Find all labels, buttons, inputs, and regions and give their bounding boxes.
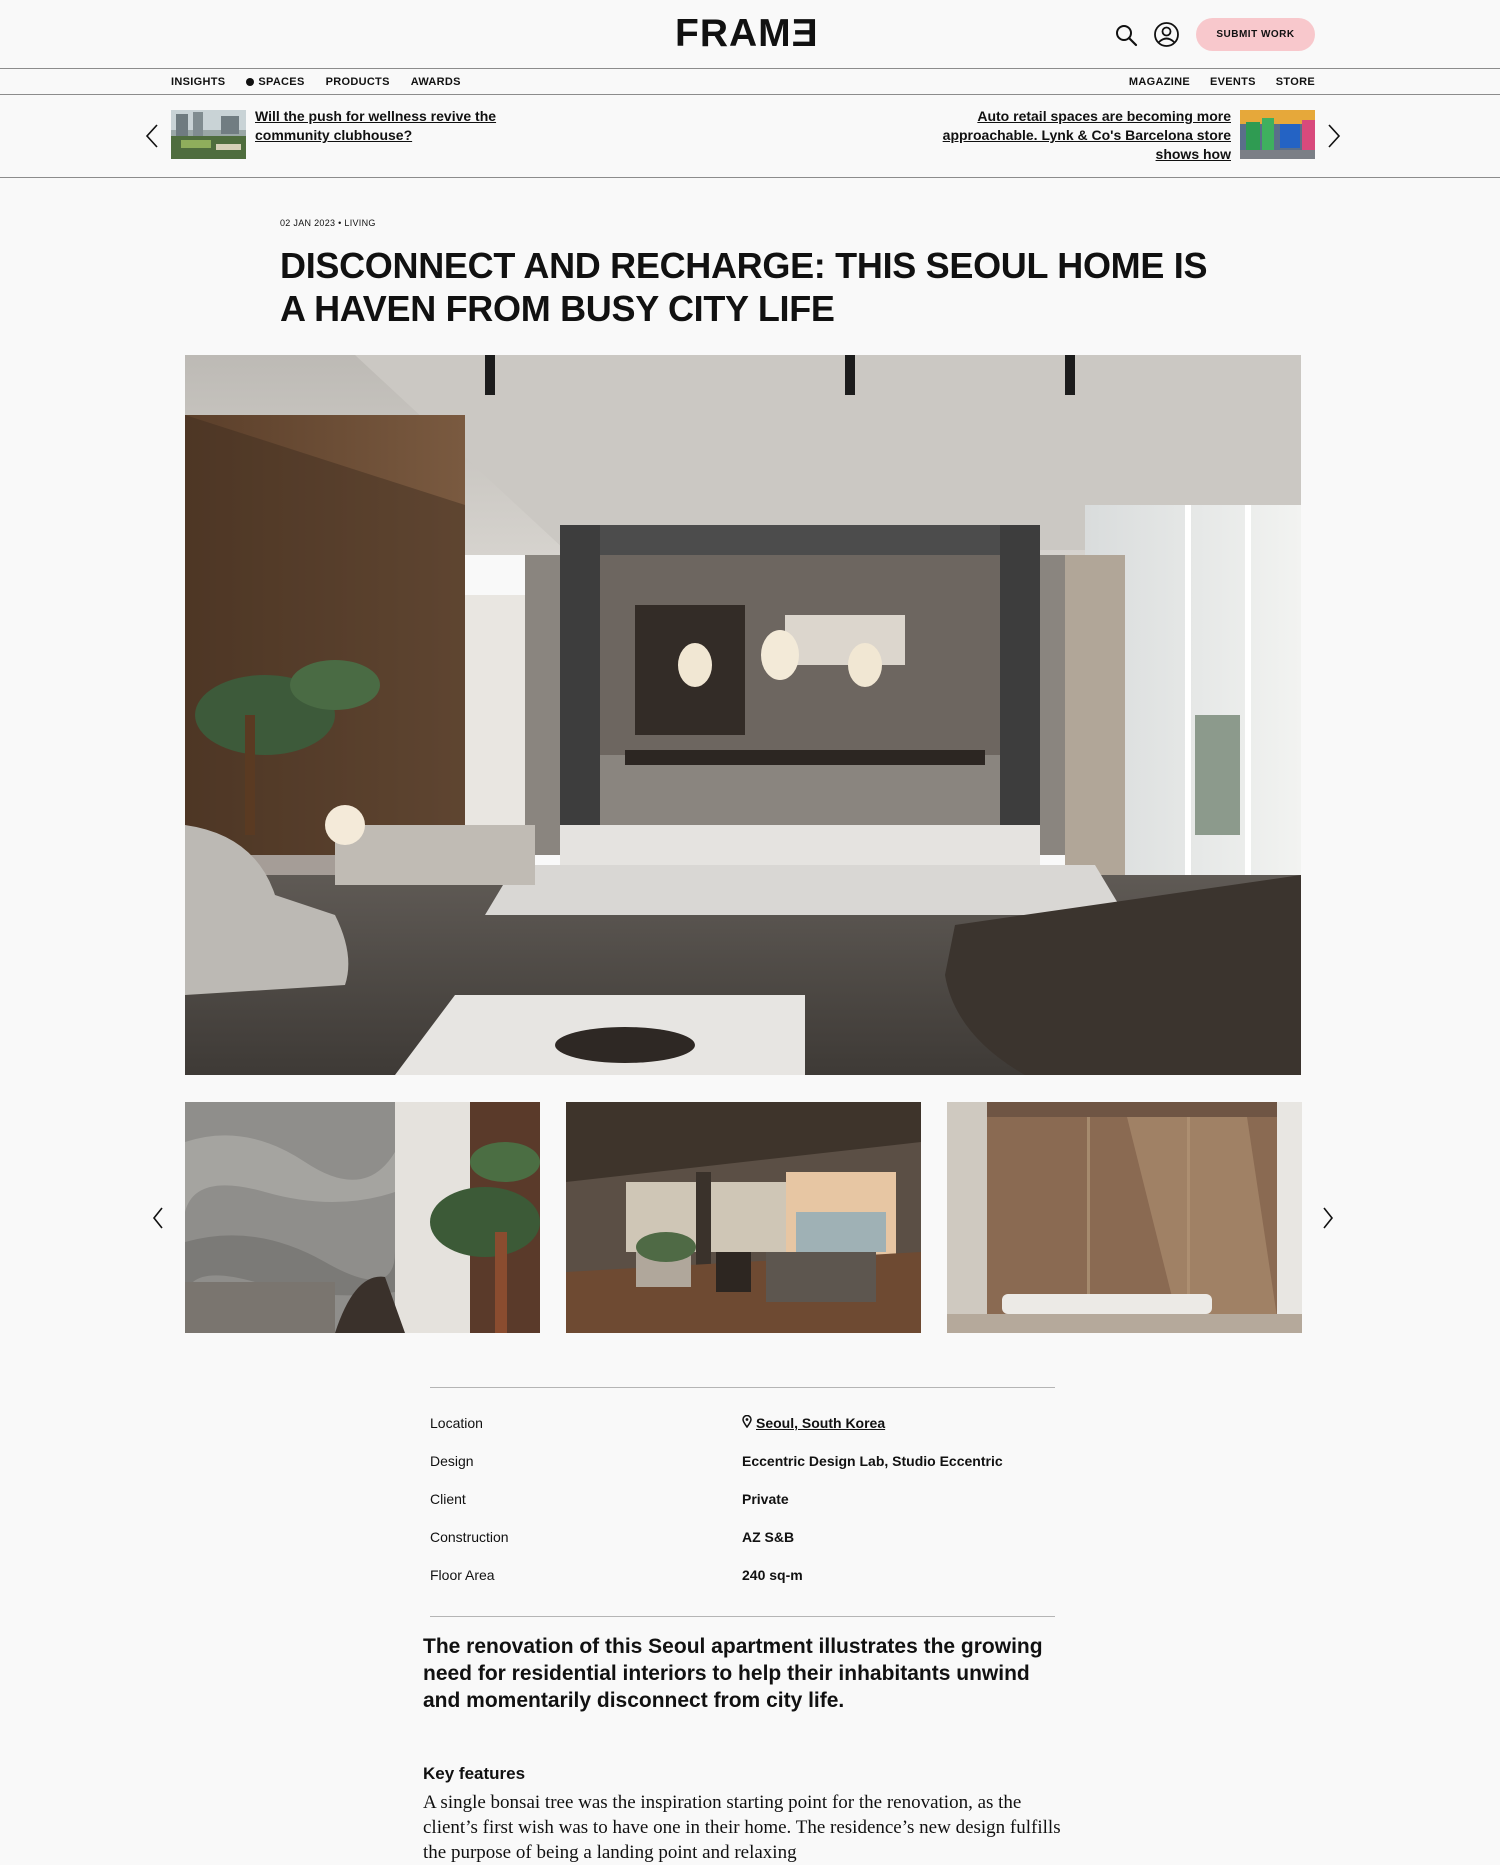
nav-item-magazine[interactable]: MAGAZINE (1128, 76, 1190, 88)
chevron-left-icon[interactable] (143, 122, 161, 150)
fact-row-design (430, 1442, 1055, 1480)
site-header (0, 0, 1500, 69)
nav-left (171, 69, 461, 95)
nav-item-spaces[interactable] (246, 76, 304, 88)
promo-thumbnail-lynk[interactable] (1240, 110, 1315, 159)
article-paragraph: A single bonsai tree was the inspiration starting point for the renovation, as the client’s first wish was to have one in their home. The residence’s new design fulfills the purpose of being a landing point and relaxing (423, 1792, 1061, 1863)
gallery-prev-icon[interactable] (150, 1205, 166, 1231)
search-icon[interactable] (1114, 23, 1138, 47)
location-pin-icon (742, 1415, 752, 1431)
nav-item-store[interactable]: STORE (1275, 76, 1315, 88)
chevron-right-icon[interactable] (1325, 122, 1343, 150)
fact-value: AZ S&B (742, 1529, 795, 1545)
nav-item-spaces-label: SPACES (258, 76, 305, 88)
promo-link-lynk[interactable]: Auto retail spaces are becoming more approachable. Lynk & Co's Barcelona store shows how (942, 108, 1231, 162)
gallery-next-icon[interactable] (1320, 1205, 1336, 1231)
promo-link-clubhouse[interactable]: Will the push for wellness revive the community clubhouse? (255, 108, 497, 143)
fact-row-location (430, 1404, 1055, 1442)
fact-label: Design (430, 1453, 474, 1469)
fact-value: Seoul, South Korea (756, 1415, 886, 1431)
fact-value: Eccentric Design Lab, Studio Eccentric (742, 1453, 1003, 1469)
fact-label: Client (430, 1491, 466, 1507)
gallery-thumb-stone-wall[interactable] (185, 1102, 540, 1333)
main-nav (0, 69, 1500, 95)
promo-thumbnail-clubhouse[interactable] (171, 110, 246, 159)
fact-row-client (430, 1480, 1055, 1518)
fact-value: 240 sq-m (742, 1567, 803, 1583)
active-dot-icon (246, 78, 254, 86)
submit-work-button[interactable]: SUBMIT WORK (1196, 18, 1315, 51)
fact-label: Floor Area (430, 1567, 495, 1583)
nav-item-insights[interactable]: INSIGHTS (171, 76, 226, 88)
fact-row-construction (430, 1518, 1055, 1556)
fact-row-floor-area (430, 1556, 1055, 1594)
fact-label: Construction (430, 1529, 509, 1545)
article-title: DISCONNECT AND RECHARGE: THIS SEOUL HOME IS A HAVEN FROM BUSY CITY LIFE (280, 245, 1208, 329)
related-articles-bar (0, 95, 1500, 178)
location-link[interactable] (742, 1415, 885, 1431)
nav-item-events[interactable]: EVENTS (1209, 76, 1256, 88)
gallery-thumb-living-room[interactable] (566, 1102, 921, 1333)
frame-logo[interactable]: FRAMƎ (675, 12, 819, 55)
nav-item-products[interactable]: PRODUCTS (325, 76, 390, 88)
fact-value: Private (742, 1491, 789, 1507)
project-facts-table (430, 1387, 1055, 1617)
article-meta: 02 JAN 2023 • LIVING (280, 218, 376, 228)
gallery-thumb-wood-wall[interactable] (947, 1102, 1302, 1333)
hero-image[interactable] (185, 355, 1301, 1075)
article-lead: The renovation of this Seoul apartment illustrates the growing need for residential interiors to help their inhabitants unwind and momentarily disconnect from city life. (423, 1635, 1043, 1712)
key-features-heading: Key features (423, 1764, 526, 1783)
fact-label: Location (430, 1415, 483, 1431)
account-icon[interactable] (1153, 21, 1180, 48)
nav-right (1129, 69, 1315, 95)
nav-item-awards[interactable]: AWARDS (410, 76, 461, 88)
